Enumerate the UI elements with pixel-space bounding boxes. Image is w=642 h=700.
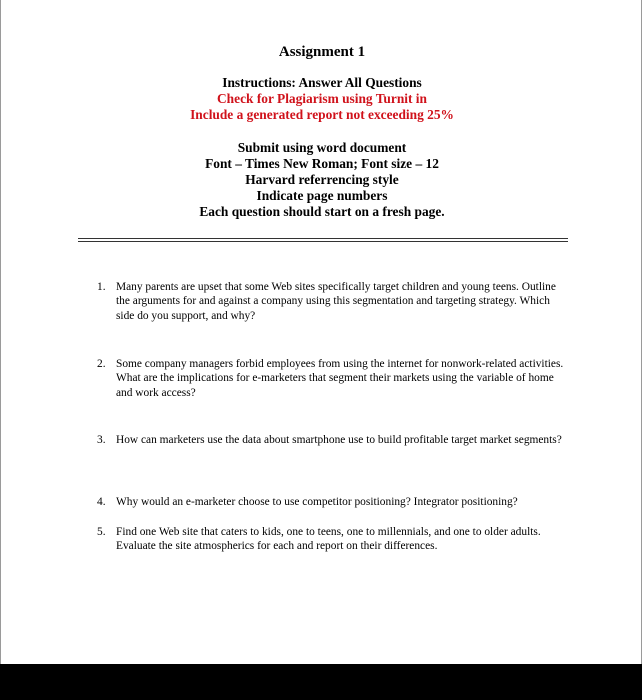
- question-number: 4.: [97, 496, 106, 508]
- spacer: [1, 124, 642, 140]
- report-requirement-line: Include a generated report not exceeding 25%: [190, 107, 454, 123]
- font-requirement-line: Font – Times New Roman; Font size – 12: [205, 155, 439, 171]
- question-item-1: [97, 280, 567, 323]
- assignment-header: [1, 43, 642, 221]
- divider-rule-top: [78, 238, 568, 239]
- question-number: 2.: [97, 358, 106, 370]
- submit-line: Submit using word document: [237, 139, 407, 155]
- instructions-line: Instructions: Answer All Questions: [222, 75, 422, 90]
- divider-rule-bottom: [78, 241, 568, 242]
- fresh-page-line: Each question should start on a fresh page.: [199, 204, 445, 220]
- question-text: Some company managers forbid employees from using the internet for nonwork-related activities. What are the implications for e-marketers that segment their markets using the variable of home and work access?: [116, 358, 564, 399]
- question-item-5: [97, 525, 567, 554]
- question-item-2: [97, 357, 567, 400]
- question-item-3: [97, 433, 567, 447]
- assignment-title: Assignment 1: [278, 44, 366, 60]
- question-text: Find one Web site that caters to kids, one to teens, one to millennials, and one to older adults. Evaluate the site atmospherics for each and report on their differences.: [116, 526, 541, 553]
- question-text: Why would an e-marketer choose to use competitor positioning? Integrator positioning?: [116, 496, 518, 508]
- plagiarism-check-line: Check for Plagiarism using Turnit in: [217, 91, 427, 107]
- question-item-4: [97, 495, 567, 509]
- question-number: 5.: [97, 526, 106, 538]
- question-number: 1.: [97, 281, 106, 293]
- referencing-line: Harvard referrencing style: [245, 172, 399, 188]
- question-number: 3.: [97, 434, 106, 446]
- question-text: Many parents are upset that some Web sites specifically target children and young teens. Outline the arguments for and against a company using this segmentation and targeting strategy. Which side do you support, and why?: [116, 281, 556, 322]
- page-numbers-line: Indicate page numbers: [256, 188, 388, 204]
- question-text: How can marketers use the data about smartphone use to build profitable target market segments?: [116, 434, 562, 446]
- bottom-black-bar: [0, 664, 642, 700]
